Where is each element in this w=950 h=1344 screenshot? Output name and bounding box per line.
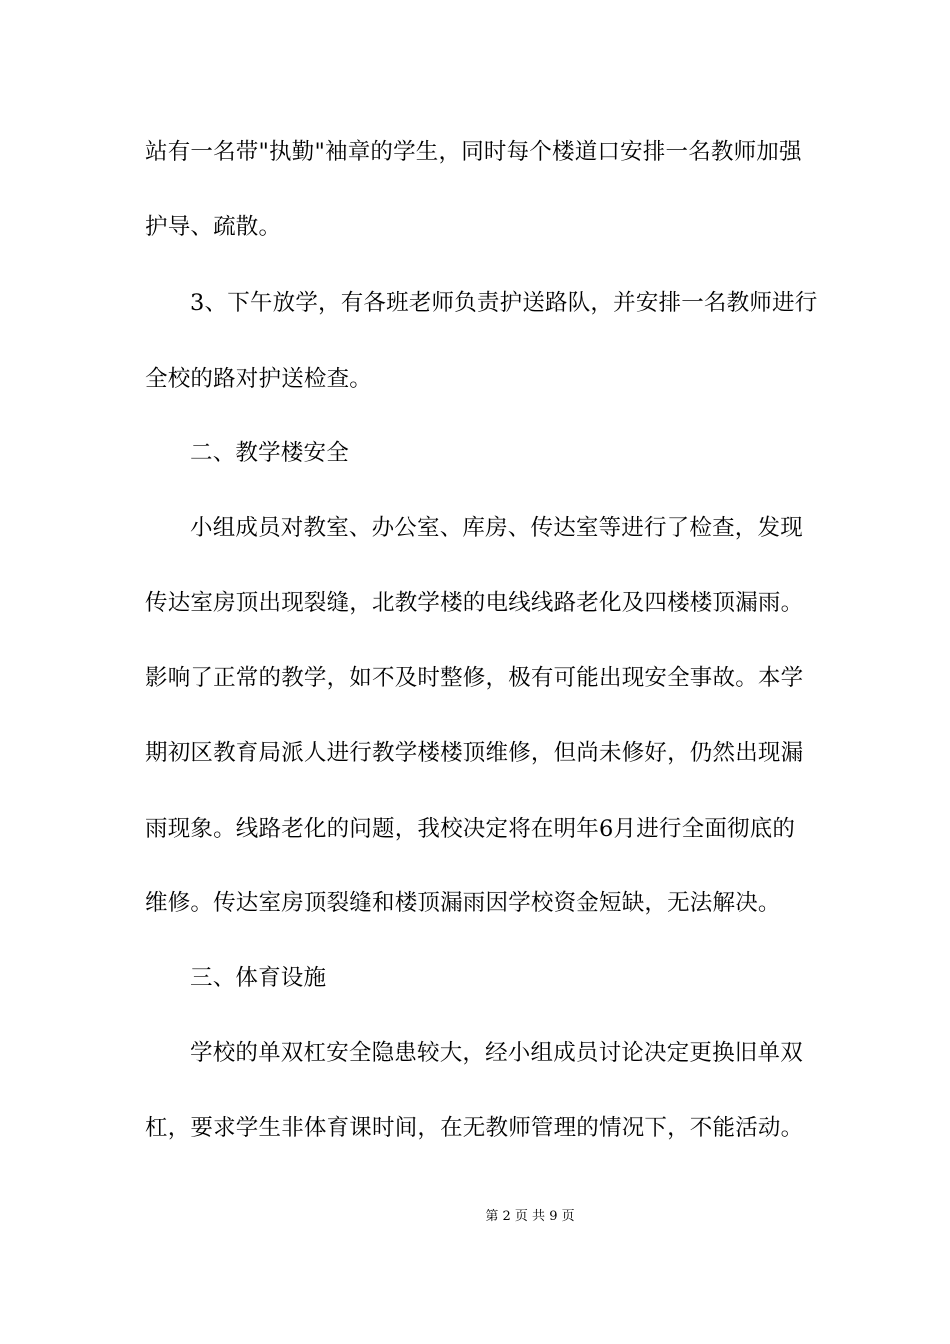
text-line-2: 护导、疏散。 xyxy=(145,214,282,240)
text-line-3: 3、下午放学，有各班老师负责护送路队，并安排一名教师进行 xyxy=(190,290,818,316)
text-line-4: 全校的路对护送检查。 xyxy=(145,366,373,392)
text-line-6: 小组成员对教室、办公室、库房、传达室等进行了检查，发现 xyxy=(190,515,803,541)
text-line-13: 学校的单双杠安全隐患较大，经小组成员讨论决定更换旧单双 xyxy=(190,1040,803,1066)
text-line-1: 站有一名带"执勤"袖章的学生，同时每个楼道口安排一名教师加强 xyxy=(145,139,802,165)
page-footer: 第 2 页 共 9 页 xyxy=(485,1209,575,1224)
text-line-10: 雨现象。线路老化的问题，我校决定将在明年6月进行全面彻底的 xyxy=(145,816,796,842)
section-heading-3: 三、体育设施 xyxy=(190,965,327,991)
text-line-8: 影响了正常的教学，如不及时整修，极有可能出现安全事故。本学 xyxy=(145,665,804,691)
text-line-7: 传达室房顶出现裂缝，北教学楼的电线线路老化及四楼楼顶漏雨。 xyxy=(145,590,804,616)
section-heading-2: 二、教学楼安全 xyxy=(190,440,349,466)
text-line-9: 期初区教育局派人进行教学楼楼顶维修，但尚未修好，仍然出现漏 xyxy=(145,740,804,766)
text-line-14: 杠，要求学生非体育课时间，在无教师管理的情况下，不能活动。 xyxy=(145,1115,804,1141)
text-line-11: 维修。传达室房顶裂缝和楼顶漏雨因学校资金短缺，无法解决。 xyxy=(145,890,781,916)
